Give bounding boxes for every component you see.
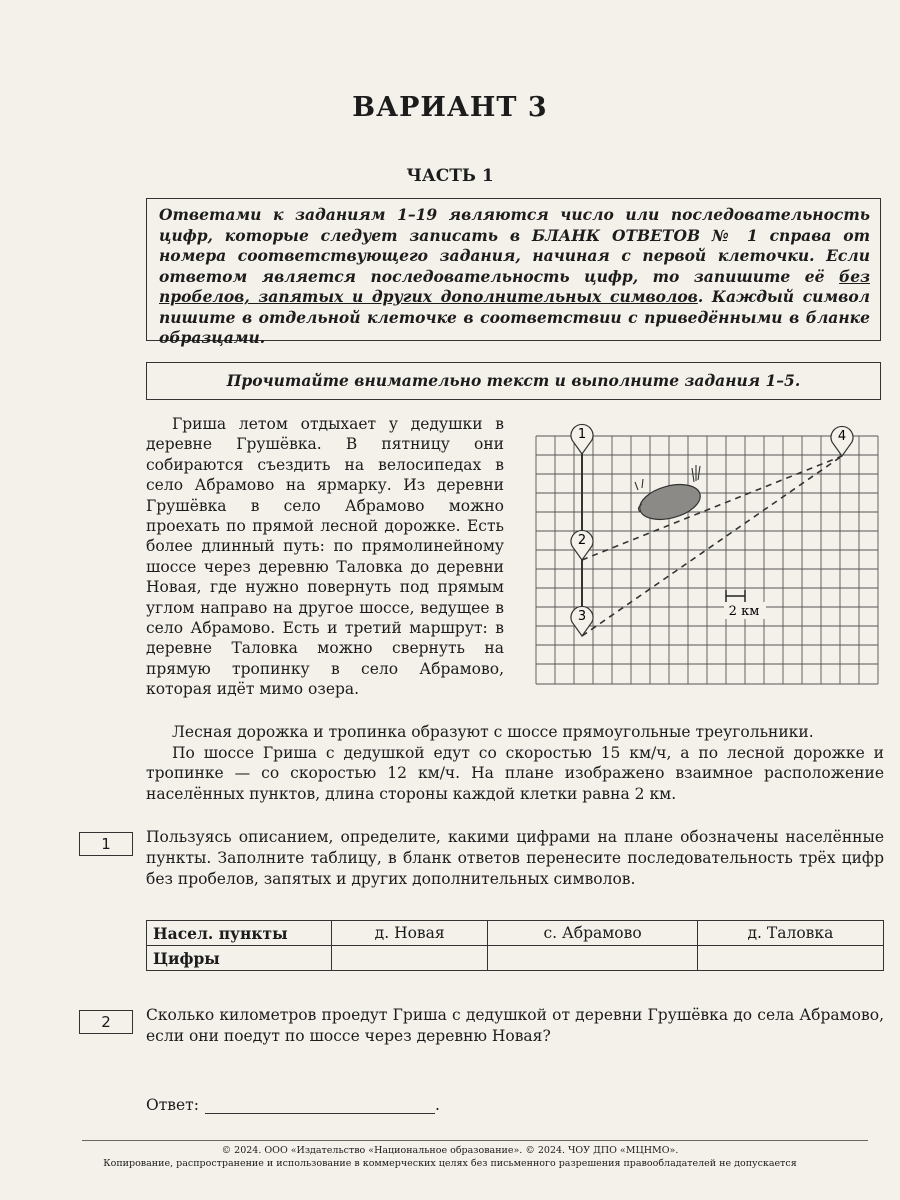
footer-notice: Копирование, распространение и использование в коммерческих целях без письменного разрешения правообладателей не допускается [103,1158,797,1169]
forest-path [582,456,842,560]
table-row [147,921,884,946]
instructions-box [146,198,881,347]
map-grid [536,436,878,684]
story-paragraph-1: Гриша летом отдыхает у дедушки в деревне Грушёвка. В пятницу они собираются съездить на велосипедах в село Абрамово на ярмарку. Из деревни Грушёвка в село Абрамово можно проехать по прямой лесной дорожке. Есть более длинный путь: по прямолинейному шоссе через деревню Таловка до деревни Новая, где нужно повернуть под прямым углом направо на другое шоссе, ведущее в село Абрамово. Есть и третий маршрут: в деревне Таловка можно свернуть на прямую тропинку в село Абрамово, которая идёт мимо озера. [146,415,504,699]
task-1-number: 1 [79,832,133,856]
table-col-abramovo: с. Абрамово [488,921,698,946]
scale-label: 2 км [728,604,760,619]
task-2-text: Сколько километров проедут Гриша с дедушкой от деревни Грушёвка до села Абрамово, если они поедут по шоссе через деревню Новая? [146,1006,884,1045]
scale-bar [724,590,766,619]
table-header-settlements: Насел. пункты [147,921,332,946]
digit-cell-talovka[interactable] [697,946,883,971]
footer-copyright: © 2024. ООО «Издательство «Национальное образование». © 2024. ЧОУ ДПО «МЦНМО». [221,1145,679,1156]
task-1-text: Пользуясь описанием, определите, какими цифрами на плане обозначены населённые пункты. Заполните таблицу, в бланк ответов перенесите последовательность трёх цифр без пробелов, запятых и других дополнительных символов. [146,828,884,888]
read-prompt-box [146,362,881,400]
table-header-digits: Цифры [147,946,332,971]
table-col-novaya: д. Новая [332,921,488,946]
marker-2-label: 2 [577,533,587,548]
footer-divider [82,1140,868,1141]
table-row [147,946,884,971]
trail-path [582,456,842,636]
digit-cell-novaya[interactable] [332,946,488,971]
task-2-number: 2 [79,1010,133,1034]
marker-4-label: 4 [837,429,847,444]
instructions-text-2: . Каждый символ пишите в отдельной клеточке в соответствии с приведёнными в бланке образцами. [159,287,870,347]
part-title: ЧАСТЬ 1 [406,166,494,186]
instructions-text-1: Ответами к заданиям 1–19 являются число или последовательность цифр, которые следует записать в БЛАНК ОТВЕТОВ № 1 справа от номера соответствующего задания, начиная с первой клеточки. Если ответом является последовательность цифр, то запишите её [159,205,870,286]
marker-1-label: 1 [577,427,587,442]
village-map [530,420,890,690]
story-paragraph-2: Лесная дорожка и тропинка образуют с шоссе прямоугольные треугольники. [172,723,814,741]
answer-blank[interactable] [205,1097,435,1114]
digit-cell-abramovo[interactable] [488,946,698,971]
read-prompt: Прочитайте внимательно текст и выполните задания 1–5. [226,371,801,390]
marker-3-label: 3 [577,609,587,624]
table-col-talovka: д. Таловка [697,921,883,946]
story-paragraph-3: По шоссе Гриша с дедушкой едут со скоростью 15 км/ч, а по лесной дорожке и тропинке — со скоростью 12 км/ч. На плане изображено взаимное расположение населённых пунктов, длина стороны каждой клетки равна 2 км. [146,744,884,803]
marker-4 [831,426,853,456]
answer-line: Ответ: . [146,1096,440,1114]
variant-title: ВАРИАНТ 3 [352,92,548,123]
answer-table [146,920,884,971]
answer-label: Ответ: [146,1096,199,1114]
instructions-underlined: без пробелов, запятых и других дополнительных символов [159,266,870,306]
